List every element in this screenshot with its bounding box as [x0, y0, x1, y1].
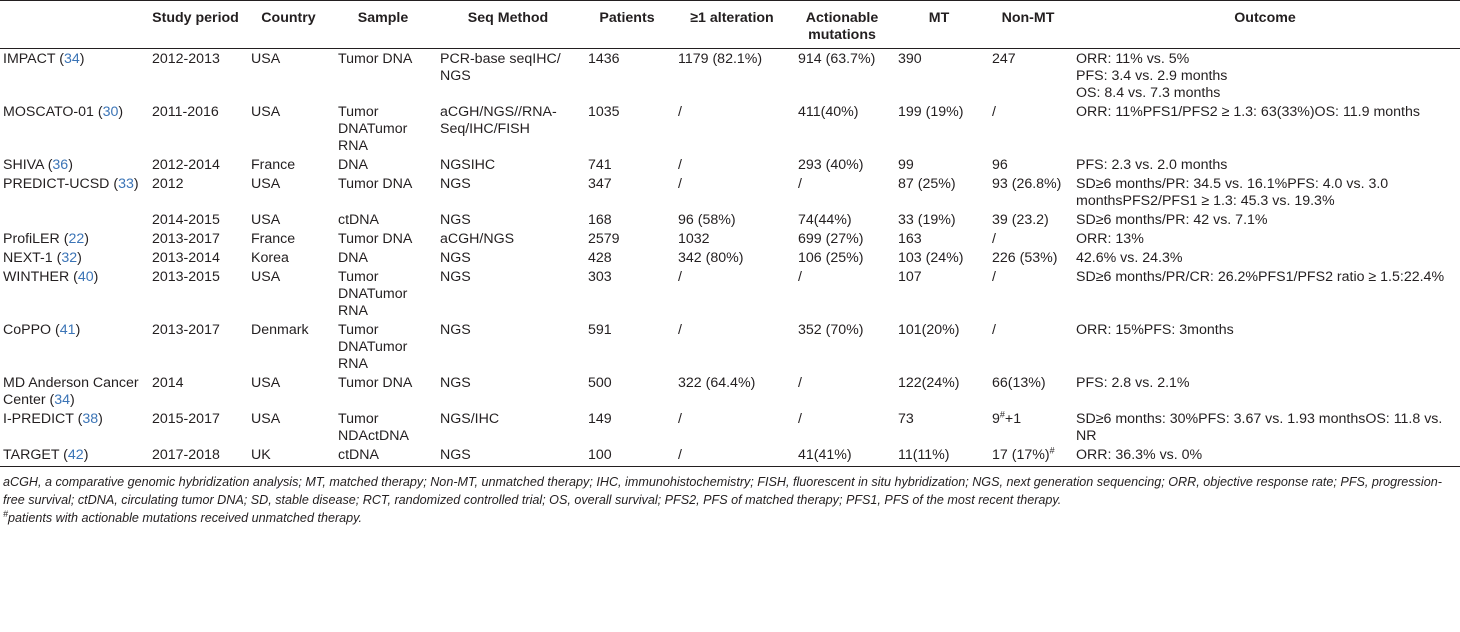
non-mt-value: 39 (23.2) [992, 212, 1049, 228]
cell-study: ProfiLER (22) [3, 231, 89, 247]
study-name: ProfiLER [3, 231, 60, 247]
cell-patients: 741 [588, 157, 612, 173]
cell-patients: 428 [588, 250, 612, 266]
cell-period: 2014-2015 [152, 212, 220, 228]
non-mt-value: / [992, 269, 996, 285]
cell-patients: 168 [588, 212, 612, 228]
study-reference-link[interactable]: 30 [102, 104, 119, 120]
study-reference-link[interactable]: 41 [59, 322, 76, 338]
cell-actionable: 411(40%) [798, 104, 859, 120]
cell-outcome [1070, 267, 1460, 320]
cell-sample: Tumor DNATumor RNA [338, 322, 408, 372]
cell-alteration: / [672, 445, 792, 467]
footnote-marker-text: patients with actionable mutations received unmatched therapy. [8, 511, 363, 525]
cell-mt: 99 [898, 157, 914, 173]
study-name: MD Anderson Cancer Center [3, 375, 139, 408]
cell-alteration: / [678, 176, 682, 192]
cell-outcome [1070, 229, 1460, 248]
cell-non-mt [986, 409, 1070, 445]
table-row [0, 373, 1460, 409]
cell-non-mt [986, 373, 1070, 409]
cell-method: NGS [440, 250, 471, 266]
cell-outcome [1070, 409, 1460, 445]
cell-mt: 107 [898, 269, 922, 285]
cell-alteration: 96 (58%) [678, 212, 736, 228]
cell-period: 2017-2018 [146, 445, 245, 467]
study-name: IMPACT [3, 51, 56, 67]
footnote-marker-symbol: # [3, 508, 9, 519]
non-mt-value: 93 (26.8%) [992, 176, 1062, 192]
cell-method: NGS [440, 322, 471, 338]
cell-mt: 122(24%) [898, 375, 960, 391]
outcome-line: ORR: 36.3% vs. 0% [1076, 447, 1203, 463]
cell-outcome [1070, 445, 1460, 467]
footnote-abbreviations: aCGH, a comparative genomic hybridization analysis; MT, matched therapy; Non-MT, unmatched therapy; IHC, immunohistochemistry; FISH, fluorescent in situ hybridization; NGS, next generation sequencing; ORR, objective response rate; PFS, progression-free survival; ctDNA, circulating tumor DNA; SD, stable disease; RCT, randomized controlled trial; OS, overall survival; PFS2, PFS of matched therapy; PFS1, PFS of the most recent therapy. [3, 475, 1442, 507]
cell-outcome [1070, 248, 1460, 267]
table-row [0, 229, 1460, 248]
non-mt-value: 66(13%) [992, 375, 1046, 391]
cell-actionable: 293 (40%) [798, 157, 864, 173]
cell-mt: 11(11%) [892, 445, 986, 467]
header-study-period: Study period [146, 1, 245, 49]
cell-sample: DNA [338, 250, 368, 266]
cell-sample: Tumor DNATumor RNA [338, 104, 408, 154]
study-name: CoPPO [3, 322, 52, 338]
cell-patients: 1035 [588, 104, 620, 120]
cell-method: NGS [440, 176, 471, 192]
cell-sample: ctDNA [332, 445, 434, 467]
table-row [0, 409, 1460, 445]
cell-non-mt [986, 49, 1070, 103]
table-row [0, 320, 1460, 373]
cell-sample: Tumor DNATumor RNA [338, 269, 408, 319]
cell-patients: 591 [588, 322, 612, 338]
cell-actionable: 74(44%) [798, 212, 852, 228]
header-mt: MT [892, 1, 986, 49]
cell-country: USA [251, 375, 281, 391]
non-mt-suffix: +1 [1004, 411, 1022, 427]
study-name: PREDICT-UCSD [3, 176, 110, 192]
cell-method: NGS/IHC [440, 411, 500, 427]
header-actionable: Actionable mutations [792, 1, 892, 49]
cell-non-mt [986, 267, 1070, 320]
cell-study: I-PREDICT (38) [3, 411, 103, 427]
non-mt-footnote-mark: # [1049, 445, 1055, 456]
cell-patients: 347 [588, 176, 612, 192]
cell-actionable: 914 (63.7%) [798, 51, 876, 67]
cell-study: CoPPO (41) [3, 322, 81, 338]
cell-country: France [251, 157, 296, 173]
outcome-line: SD≥6 months/PR: 42 vs. 7.1% [1076, 212, 1268, 228]
cell-actionable: 352 (70%) [798, 322, 864, 338]
study-reference-link[interactable]: 32 [61, 250, 78, 266]
footnote-marker [3, 509, 1457, 527]
cell-sample: Tumor NDActDNA [338, 411, 409, 444]
cell-country: USA [251, 104, 281, 120]
cell-actionable: 699 (27%) [798, 231, 864, 247]
non-mt-value: 96 [992, 157, 1008, 173]
header-outcome: Outcome [1070, 1, 1460, 49]
cell-study: MD Anderson Cancer Center (34) [3, 375, 139, 408]
table-row [0, 155, 1460, 174]
table-row [0, 248, 1460, 267]
cell-period: 2012 [152, 176, 184, 192]
cell-sample: DNA [338, 157, 368, 173]
cell-country: USA [251, 411, 281, 427]
non-mt-footnote-mark: # [999, 409, 1005, 420]
outcome-line: PFS: 2.3 vs. 2.0 months [1076, 157, 1228, 173]
study-reference-link[interactable]: 34 [54, 392, 71, 408]
cell-alteration: / [678, 411, 682, 427]
cell-patients: 500 [588, 375, 612, 391]
header-country: Country [245, 1, 332, 49]
non-mt-value: / [992, 231, 996, 247]
cell-actionable: / [798, 176, 802, 192]
cell-outcome [1070, 320, 1460, 373]
cell-non-mt [986, 229, 1070, 248]
cell-sample: Tumor DNA [338, 375, 413, 391]
cell-mt: 103 (24%) [898, 250, 964, 266]
outcome-line: ORR: 11%PFS1/PFS2 ≥ 1.3: 63(33%)OS: 11.9 months [1076, 104, 1420, 120]
table-footnotes [0, 467, 1460, 527]
cell-sample: Tumor DNA [338, 176, 413, 192]
cell-non-mt [986, 320, 1070, 373]
non-mt-value: 247 [992, 51, 1016, 67]
outcome-line: SD≥6 months/PR: 34.5 vs. 16.1%PFS: 4.0 vs. 3.0 monthsPFS2/PFS1 ≥ 1.3: 45.3 vs. 19.3% [1076, 176, 1389, 209]
cell-period: 2014 [152, 375, 184, 391]
outcome-line: ORR: 11% vs. 5% [1076, 51, 1190, 67]
table-row [0, 267, 1460, 320]
cell-non-mt [986, 248, 1070, 267]
header-row [0, 1, 1460, 49]
study-name: MOSCATO-01 [3, 104, 94, 120]
cell-actionable: / [798, 411, 802, 427]
header-non-mt: Non-MT [986, 1, 1070, 49]
cell-non-mt [986, 102, 1070, 155]
cell-period: 2013-2017 [152, 231, 220, 247]
cell-non-mt [986, 445, 1070, 467]
cell-mt: 73 [898, 411, 914, 427]
cell-alteration: / [678, 322, 682, 338]
cell-method: PCR-base seqIHC/ NGS [440, 51, 561, 84]
table-row [0, 49, 1460, 103]
table-row [0, 445, 1460, 467]
cell-study: TARGET (42) [0, 445, 146, 467]
cell-study: PREDICT-UCSD (33) [3, 176, 139, 192]
table-row [0, 174, 1460, 210]
cell-actionable: 41(41%) [792, 445, 892, 467]
cell-country: France [251, 231, 296, 247]
cell-outcome [1070, 373, 1460, 409]
cell-study: NEXT-1 (32) [3, 250, 82, 266]
cell-alteration: 1179 (82.1%) [678, 51, 763, 67]
cell-patients: 303 [588, 269, 612, 285]
cell-method: aCGH/NGS//RNA-Seq/IHC/FISH [440, 104, 557, 137]
cell-mt: 87 (25%) [898, 176, 956, 192]
cell-method: NGS [440, 269, 471, 285]
outcome-line: ORR: 13% [1076, 231, 1144, 247]
cell-non-mt [986, 174, 1070, 210]
outcome-line: ORR: 15%PFS: 3months [1076, 322, 1234, 338]
cell-study: SHIVA (36) [3, 157, 73, 173]
cell-mt: 163 [898, 231, 922, 247]
cell-outcome [1070, 49, 1460, 103]
cell-method: NGSIHC [440, 157, 496, 173]
cell-sample: Tumor DNA [338, 231, 413, 247]
study-reference-link[interactable]: 22 [68, 231, 85, 247]
outcome-line: OS: 8.4 vs. 7.3 months [1076, 85, 1221, 101]
non-mt-value: / [992, 322, 996, 338]
cell-study [0, 210, 146, 229]
cell-country: Korea [251, 250, 289, 266]
cell-alteration: / [678, 157, 682, 173]
outcome-line: SD≥6 months: 30%PFS: 3.67 vs. 1.93 monthsOS: 11.8 vs. NR [1076, 411, 1443, 444]
non-mt-value: / [992, 104, 996, 120]
study-name: TARGET [3, 447, 60, 463]
study-reference-link[interactable]: 33 [118, 176, 134, 192]
outcome-line: SD≥6 months/PR/CR: 26.2%PFS1/PFS2 ratio ≥ 1.5:22.4% [1076, 269, 1445, 285]
study-reference-link[interactable]: 36 [52, 157, 69, 173]
cell-period: 2012-2014 [152, 157, 220, 173]
study-reference-link[interactable]: 38 [82, 411, 99, 427]
cell-actionable: 106 (25%) [798, 250, 864, 266]
study-name: NEXT-1 [3, 250, 53, 266]
study-reference-link[interactable]: 40 [77, 269, 94, 285]
cell-non-mt [986, 210, 1070, 229]
outcome-line: 42.6% vs. 24.3% [1076, 250, 1183, 266]
cell-method: NGS [434, 445, 582, 467]
cell-alteration: 342 (80%) [678, 250, 744, 266]
cell-country: USA [251, 51, 281, 67]
non-mt-value: 9 [992, 411, 1000, 427]
cell-sample: Tumor DNA [338, 51, 413, 67]
cell-patients: 2579 [588, 231, 620, 247]
cell-method: NGS [440, 375, 471, 391]
cell-mt: 390 [898, 51, 922, 67]
cell-patients: 100 [582, 445, 672, 467]
header-alteration: ≥1 alteration [672, 1, 792, 49]
cell-study: IMPACT (34) [3, 51, 85, 67]
cell-mt: 199 (19%) [898, 104, 964, 120]
cell-period: 2012-2013 [152, 51, 220, 67]
cell-country: UK [245, 445, 332, 467]
cell-alteration: / [678, 269, 682, 285]
study-reference-link[interactable]: 42 [67, 447, 84, 463]
cell-outcome [1070, 174, 1460, 210]
cell-country: USA [251, 212, 281, 228]
cell-country: Denmark [251, 322, 309, 338]
cell-outcome [1070, 102, 1460, 155]
cell-non-mt [986, 155, 1070, 174]
header-study [0, 1, 146, 49]
header-sample: Sample [332, 1, 434, 49]
cell-mt: 101(20%) [898, 322, 960, 338]
cell-outcome [1070, 155, 1460, 174]
cell-mt: 33 (19%) [898, 212, 956, 228]
cell-study: MOSCATO-01 (30) [3, 104, 124, 120]
cell-method: NGS [440, 212, 471, 228]
cell-alteration: 322 (64.4%) [678, 375, 756, 391]
table-row [0, 210, 1460, 229]
table-row [0, 102, 1460, 155]
cell-period: 2013-2014 [152, 250, 220, 266]
cell-period: 2015-2017 [152, 411, 220, 427]
non-mt-value: 17 (17%) [992, 447, 1050, 463]
cell-period: 2011-2016 [152, 104, 219, 120]
study-name: SHIVA [3, 157, 44, 173]
cell-period: 2013-2017 [152, 322, 220, 338]
non-mt-value: 226 (53%) [992, 250, 1058, 266]
header-patients: Patients [582, 1, 672, 49]
study-name: I-PREDICT [3, 411, 74, 427]
outcome-line: PFS: 3.4 vs. 2.9 months [1076, 68, 1228, 84]
cell-alteration: 1032 [678, 231, 710, 247]
cell-sample: ctDNA [338, 212, 379, 228]
cell-actionable: / [798, 375, 802, 391]
cell-country: USA [251, 176, 281, 192]
header-seq-method: Seq Method [434, 1, 582, 49]
cell-actionable: / [798, 269, 802, 285]
study-reference-link[interactable]: 34 [63, 51, 80, 67]
cell-patients: 1436 [588, 51, 620, 67]
cell-period: 2013-2015 [152, 269, 220, 285]
study-name: WINTHER [3, 269, 70, 285]
cell-study: WINTHER (40) [3, 269, 99, 285]
outcome-line: PFS: 2.8 vs. 2.1% [1076, 375, 1190, 391]
cell-method: aCGH/NGS [440, 231, 515, 247]
cell-alteration: / [678, 104, 682, 120]
cell-outcome [1070, 210, 1460, 229]
cell-patients: 149 [588, 411, 612, 427]
cell-country: USA [251, 269, 281, 285]
